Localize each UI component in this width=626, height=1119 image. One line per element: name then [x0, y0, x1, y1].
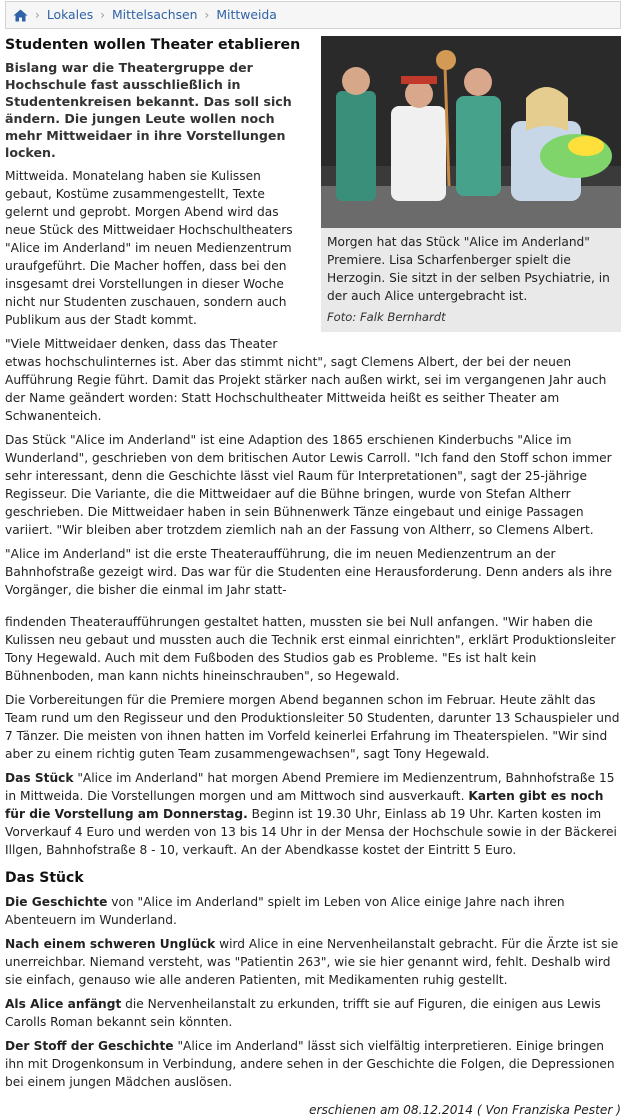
info-bold: Das Stück [5, 771, 74, 785]
stage-photo[interactable] [321, 36, 621, 228]
article-lead: Bislang war die Theatergruppe der Hochschule fast ausschließlich in Studentenkreisen bekannt. Das soll sich ändern. Die jungen Leute wollen noch mehr Mittweidaer in ihre Vorstellungen locken. [5, 60, 292, 160]
paragraph: Mittweida. Monatelang haben sie Kulissen gebaut, Kostüme zusammengestellt, Texte gelernt und geprobt. Morgen Abend wird das neue Stück des Mittweidaer Hochschultheaters "Alice im Anderland" im neuen Medienzentrum uraufgeführt. Die Macher hoffen, dass bei den insgesamt drei Vorstellungen in dieser Woche nicht nur Studenten zuschauen, sondern auch Publikum aus der Stadt kommt. [5, 169, 293, 327]
section-item [5, 893, 621, 929]
breadcrumb-link-lokales[interactable]: Lokales [46, 7, 94, 22]
paragraph: findenden Theateraufführungen gestaltet hatten, mussten sie bei Null anfangen. "Wir haben die Kulissen neu gebaut und mussten auch die Technik erst einmal einrichten", erklärt Produktionsleiter Tony Hegewald. Auch mit dem Fußboden des Studios gab es Probleme. "Es ist halt kein Bühnenboden, man kann nichts hineinschrauben", so Hegewald. [5, 615, 616, 683]
article-title: Studenten wollen Theater etablieren [5, 37, 301, 53]
article-figure [321, 36, 621, 332]
section-item [5, 995, 621, 1031]
paragraph: "Alice im Anderland" ist die erste Theateraufführung, die im neuen Medienzentrum an der Bahnhofstraße gezeigt wird. Das war für die Studenten eine Herausforderung. Denn anders als ihre Vorgänger, die bisher die einmal im Jahr statt- [5, 547, 613, 597]
chevron-right-icon: › [100, 8, 105, 22]
breadcrumb [5, 1, 621, 29]
breadcrumb-link-mittelsachsen[interactable]: Mittelsachsen [111, 7, 198, 22]
section-item-bold: Als Alice anfängt [5, 997, 122, 1011]
paragraph: "Viele Mittweidaer denken, dass das Theater etwas hochschulinternes ist. Aber das stimmt nicht", sagt Clemens Albert, der bei der neuen Aufführung Regie führt. Damit das Projekt stärker nach außen wirkt, sei im vergangenen Jahr auch der Name geändert worden: Statt Hochschultheater Mittweida heißt es seither Theater am Schwanenteich. [5, 337, 607, 423]
chevron-right-icon: › [35, 8, 40, 22]
section-item-bold: Nach einem schweren Unglück [5, 937, 216, 951]
info-box [5, 769, 621, 859]
image-caption: Morgen hat das Stück "Alice im Anderland" Premiere. Lisa Scharfenberger spielt die Herzogin. Sie sitzt in der selben Psychiatrie, in der auch Alice untergebracht ist. [327, 235, 610, 303]
info-text: "Alice im Anderland" hat morgen Abend Premiere im Medienzentrum, Bahnhofstraße 15 in Mittweida. Die Vorstellungen morgen und am Mittwoch sind ausverkauft. [5, 771, 615, 803]
article-footer: erschienen am 08.12.2014 ( Von Franziska Pester ) [308, 1103, 621, 1117]
photo-credit: Foto: Falk Bernhardt [327, 310, 446, 324]
section-item-bold: Die Geschichte [5, 895, 108, 909]
paragraph: Die Vorbereitungen für die Premiere morgen Abend begannen schon im Februar. Heute zählt das Team rund um den Regisseur und den Produktionsleiter 50 Studenten, darunter 13 Schauspieler und 7 Tänzer. Die meisten von ihnen hatten im Vorfeld keinerlei Erfahrung im Theaterspielen. "Wir sind aber zu einem richtig guten Team zusammengewachsen", sagt Tony Hegewald. [5, 693, 620, 761]
section-item [5, 935, 621, 989]
section-item-text: von "Alice im Anderland" spielt im Leben von Alice einige Jahre nach ihren Abenteuern im Wunderland. [5, 895, 565, 927]
info-bold-tickets: Karten gibt es noch für die Vorstellung am Donnerstag. [5, 789, 604, 821]
article [5, 36, 621, 1119]
chevron-right-icon: › [204, 8, 210, 22]
home-icon[interactable] [13, 9, 28, 22]
section-item-text: die Nervenheilanstalt zu erkunden, trifft sie auf Figuren, die einigen aus Lewis Carolls Roman bekannt sein könnten. [5, 997, 601, 1029]
paragraph: Das Stück "Alice im Anderland" ist eine Adaption des 1865 erschienen Kinderbuchs "Alice im Wunderland", geschrieben von dem britischen Autor Lewis Carroll. "Ich fand den Stoff schon immer sehr interessant, denn die Geschichte lässt viel Raum für Interpretationen", sagt der 25-jährige Regisseur. Die Variante, die die Mittweidaer auf die Bühne bringen, wurde von Stefan Altherr geschrieben. Die Mittweidaer haben in sein Bühnenwerk Tänze eingebaut und einige Passagen variiert. "Wir bleiben aber trotzdem ziemlich nah an der Fassung von Altherr, so Clemens Albert. [5, 433, 612, 537]
section-item-bold: Der Stoff der Geschichte [5, 1039, 174, 1053]
info-text: Beginn ist 19.30 Uhr, Einlass ab 19 Uhr. Karten kosten im Vorverkauf 4 Euro und werden von 13 bis 14 Uhr in der Mensa der Hochschule sowie in der Bäckerei Illgen, Bahnhofstraße 8 - 10, verkauft. An der Abendkasse kostet der Eintritt 5 Euro. [5, 807, 617, 857]
section-item-text: wird Alice in eine Nervenheilanstalt gebracht. Für die Ärzte ist sie unerreichbar. Niemand versteht, was "Patientin 263", wie sie hier genannt wird, fehlt. Deshalb wird sie einfach, genauso wie alle anderen Patienten, mit Medikamenten ruhig gestellt. [5, 937, 619, 987]
section-item [5, 1037, 621, 1091]
section-item-text: "Alice im Anderland" lässt sich vielfältig interpretieren. Einige bringen ihn mit Drogenkonsum in Verbindung, andere sehen in der Geschichte die Folgen, die Depressionen bei einem jungen Mädchen auslösen. [5, 1039, 615, 1089]
breadcrumb-link-mittweida[interactable]: Mittweida [216, 7, 277, 22]
section-heading: Das Stück [5, 870, 84, 886]
